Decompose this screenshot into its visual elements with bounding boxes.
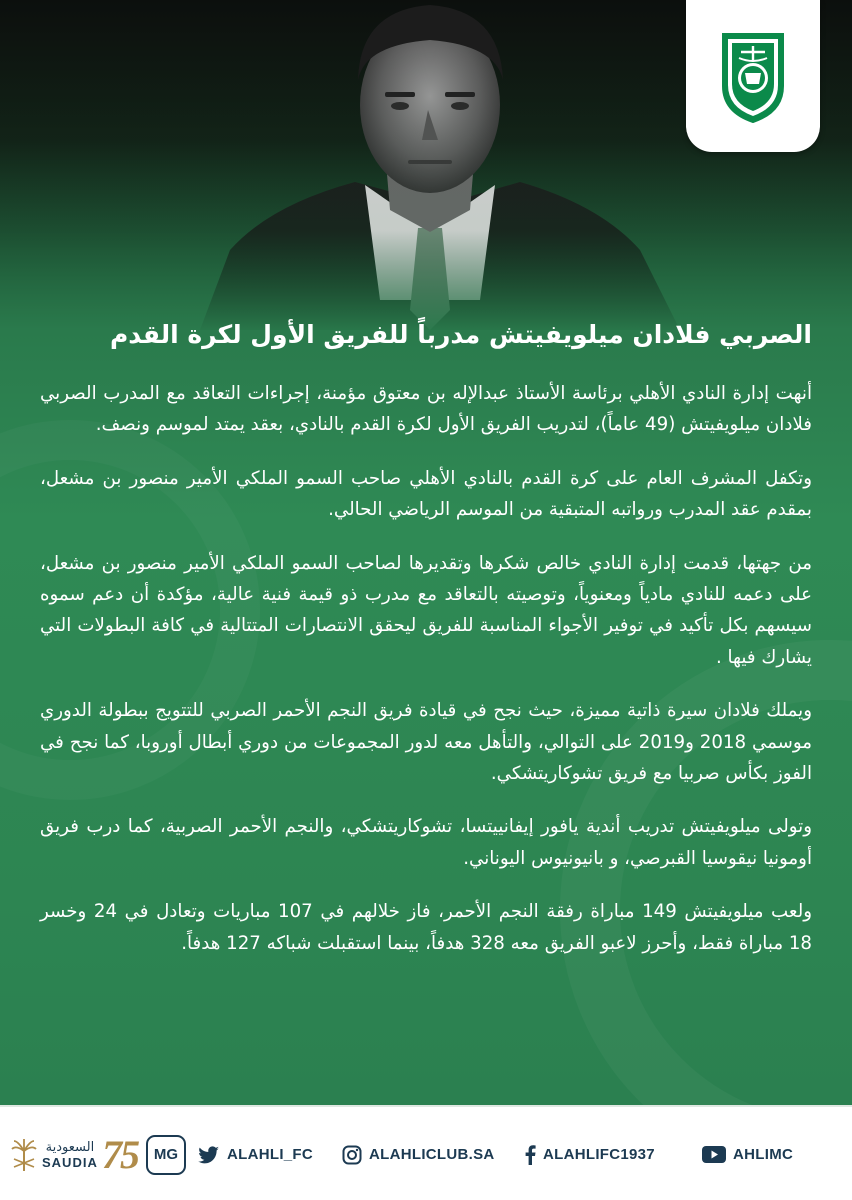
saudia-palm-icon	[10, 1137, 38, 1173]
mg-label: MG	[153, 1146, 179, 1163]
paragraph: وتولى ميلويفيتش تدريب أندية يافور إيفانييتسا، تشوكاريتشكي، والنجم الأحمر الصربية، كما درب فريق أومونيا نيقوسيا القبرصي، و بانيونيوس اليوناني.	[40, 816, 812, 869]
facebook-icon	[524, 1145, 536, 1165]
headline: الصربي فلادان ميلويفيتش مدرباً للفريق الأول لكرة القدم	[109, 320, 812, 349]
paragraph: ولعب ميلويفيتش 149 مباراة رفقة النجم الأحمر، فاز خلالهم في 107 مباريات وتعادل في 24 وخسر 18 مباراة فقط، وأحرز لاعبو الفريق معه 328 هدفاً، بينما استقبلت شباكه 127 هدفاً.	[40, 901, 813, 954]
club-badge	[686, 0, 820, 152]
footer-bar	[0, 1105, 852, 1200]
anniversary-mark	[102, 1107, 138, 1200]
social-instagram[interactable]	[342, 1107, 495, 1200]
youtube-icon	[702, 1146, 726, 1163]
paragraph: وتكفل المشرف العام على كرة القدم بالنادي الأهلي صاحب السمو الملكي الأمير منصور بن مشعل، بمقدم عقد المدرب ورواتبه المتبقية من الموسم الرياضي الحالي.	[40, 467, 812, 521]
youtube-handle: AHLIMC	[733, 1146, 794, 1163]
saudia-arabic-label: السعودية	[45, 1139, 95, 1155]
social-facebook[interactable]	[524, 1107, 655, 1200]
mg-octagon-icon	[146, 1135, 186, 1175]
instagram-handle: ALAHLICLUB.SA	[369, 1146, 495, 1163]
sponsor-saudia	[10, 1107, 98, 1200]
sponsor-mg	[146, 1107, 186, 1200]
saudia-english-label: SAUDIA	[42, 1154, 98, 1170]
paragraph: ويملك فلادان سيرة ذاتية مميزة، حيث نجح في قيادة فريق النجم الأحمر الصربي للتتويج ببطولة الدوري موسمي 2018 و2019 على التوالي، والتأهل معه لدور المجموعات من دوري أبطال أوروبا، كما نجح في الفوز بكأس صربيا مع فريق تشوكاريتشكي.	[40, 700, 812, 785]
paragraph: من جهتها، قدمت إدارة النادي خالص شكرها وتقديرها لصاحب السمو الملكي الأمير منصور بن مشعل، على دعمه للنادي مادياً ومعنوياً، وتوصيته بالتعاقد مع مدرب ذو قيمة فنية عالية، مؤكدة أن دعم سموه سيسهم بكل تأكيد في توفير الأجواء المناسبة للفريق ليحقق الانتصارات المتتالية في كافة البطولات التي يشارك فيها .	[40, 552, 812, 668]
anniversary-number: 75	[102, 1132, 138, 1177]
facebook-handle: ALAHLIFC1937	[543, 1146, 655, 1163]
social-youtube[interactable]	[702, 1107, 793, 1200]
twitter-handle: ALAHLI_FC	[227, 1146, 314, 1163]
article-body	[40, 378, 812, 981]
social-twitter[interactable]	[198, 1107, 313, 1200]
instagram-icon	[342, 1145, 362, 1165]
twitter-icon	[198, 1146, 220, 1164]
paragraph: أنهت إدارة النادي الأهلي برئاسة الأستاذ عبدالإله بن معتوق مؤمنة، إجراءات التعاقد مع المدرب الصربي فلادان ميلويفيتش (49 عاماً)، لتدريب الفريق الأول لكرة القدم بالنادي، بعقد يمتد لموسم ونصف.	[40, 383, 812, 436]
al-ahli-crest-icon	[715, 28, 791, 124]
